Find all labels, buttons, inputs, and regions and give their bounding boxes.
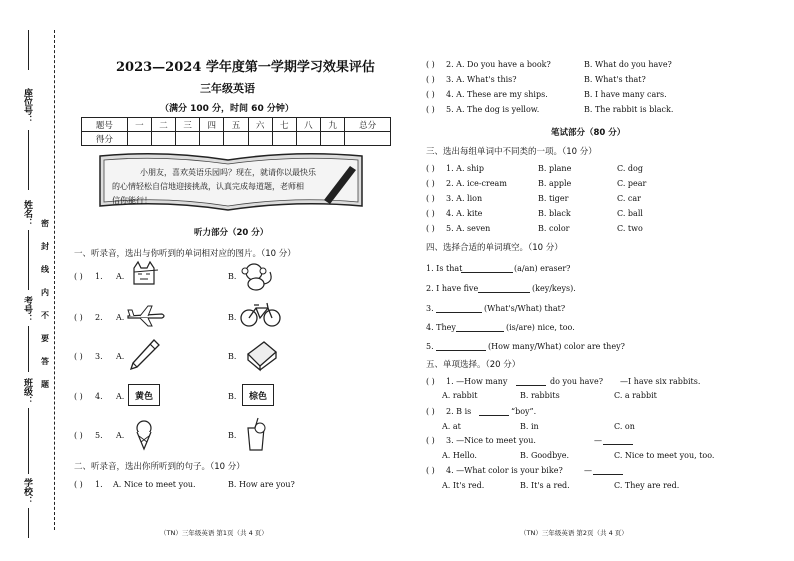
divider xyxy=(28,30,29,70)
question-text: 4. —What color is your bike? xyxy=(446,466,563,475)
table-cell: 八 xyxy=(296,118,320,132)
name-label: 姓名： xyxy=(22,200,32,227)
option-b: B. I have many cars. xyxy=(584,90,667,99)
answer-paren[interactable]: ( ) xyxy=(426,179,435,188)
option-c: C. They are red. xyxy=(614,481,680,490)
table-cell: 题号 xyxy=(82,118,128,132)
seal-char: 要 xyxy=(41,334,49,343)
seal-char: 答 xyxy=(41,357,49,366)
option-b: B. How are you? xyxy=(228,480,295,489)
option-a: 2. A. Do you have a book? xyxy=(446,60,551,69)
answer-paren[interactable]: ( ) xyxy=(74,272,83,281)
fill-hint: (is/are) nice, too. xyxy=(506,323,575,332)
table-cell: 总分 xyxy=(345,118,391,132)
option-c: C. dog xyxy=(617,164,643,173)
option-a: 4. A. These are my ships. xyxy=(446,90,548,99)
question-title: 三、选出每组单词中不同类的一项。（10 分） xyxy=(426,147,597,157)
seal-char: 密 xyxy=(41,219,49,228)
page-footer: （TN）三年级英语 第2页（共 4 页） xyxy=(520,529,628,537)
class-label: 班级： xyxy=(22,378,32,405)
color-box-yellow: 黄色 xyxy=(128,384,160,406)
option-a: A. xyxy=(116,392,125,401)
item-number: 1. xyxy=(95,272,103,281)
option-a: A. Nice to meet you. xyxy=(113,480,196,489)
seat-label: 座位号： xyxy=(22,88,32,124)
fill-hint: (key/keys). xyxy=(532,284,576,293)
question-text: 2. B is xyxy=(446,407,472,416)
section-heading: 笔试部分（80 分） xyxy=(551,128,626,138)
answer-paren[interactable]: ( ) xyxy=(426,407,435,416)
option-a: A. rabbit xyxy=(442,391,478,400)
answer-paren[interactable]: ( ) xyxy=(426,436,435,445)
answer-paren[interactable]: ( ) xyxy=(74,352,83,361)
fill-prompt: 3. xyxy=(426,304,434,313)
question-title: 二、听录音，选出你所听到的句子。（10 分） xyxy=(74,462,245,472)
question-text: — xyxy=(584,466,592,475)
table-cell: 四 xyxy=(200,118,224,132)
fill-hint: (a/an) eraser? xyxy=(514,264,571,273)
question-title: 五、单项选择。（20 分） xyxy=(426,360,521,370)
option-a: 3. A. lion xyxy=(446,194,483,203)
page-title: 2023—2024 学年度第一学期学习效果评估 xyxy=(116,60,375,75)
seal-char: 内 xyxy=(41,288,49,297)
item-number: 5. xyxy=(95,431,103,440)
item-number: 4. xyxy=(95,392,103,401)
answer-paren[interactable]: ( ) xyxy=(426,60,435,69)
option-c: C. Nice to meet you, too. xyxy=(614,451,715,460)
table-cell: 九 xyxy=(321,118,345,132)
option-b: B. Goodbye. xyxy=(520,451,570,460)
answer-blank[interactable] xyxy=(603,444,633,445)
page-footer: （TN）三年级英语 第1页（共 4 页） xyxy=(160,529,268,537)
answer-paren[interactable]: ( ) xyxy=(74,392,83,401)
option-a: 2. A. ice-cream xyxy=(446,179,507,188)
option-b: B. xyxy=(228,352,237,361)
answer-paren[interactable]: ( ) xyxy=(74,313,83,322)
option-a: 1. A. ship xyxy=(446,164,484,173)
option-a: A. xyxy=(116,313,125,322)
banner-text: 信你能行！ xyxy=(112,196,152,205)
option-a: 5. A. The dog is yellow. xyxy=(446,105,540,114)
option-b: B. xyxy=(228,392,237,401)
question-title: 四、选择合适的单词填空。（10 分） xyxy=(426,243,563,253)
divider xyxy=(28,326,29,372)
question-text: — xyxy=(594,436,602,445)
question-text: do you have? xyxy=(550,377,603,386)
answer-blank[interactable] xyxy=(516,385,546,386)
table-cell: 五 xyxy=(224,118,248,132)
answer-paren[interactable]: ( ) xyxy=(426,90,435,99)
question-text: —I have six rabbits. xyxy=(620,377,701,386)
fill-prompt: 4. They xyxy=(426,323,456,332)
seal-char: 不 xyxy=(41,311,49,320)
option-a: A. xyxy=(116,431,125,440)
answer-paren[interactable]: ( ) xyxy=(426,377,435,386)
answer-blank[interactable] xyxy=(436,312,482,313)
pencil-icon xyxy=(128,338,160,372)
answer-paren[interactable]: ( ) xyxy=(426,164,435,173)
cut-line xyxy=(54,30,55,530)
answer-blank[interactable] xyxy=(478,292,530,293)
option-a: 4. A. kite xyxy=(446,209,483,218)
banner-text: 的心情轻松自信地迎接挑战，认真完成每道题，老师相 xyxy=(112,182,304,191)
answer-paren[interactable]: ( ) xyxy=(426,75,435,84)
option-b: B. The rabbit is black. xyxy=(584,105,674,114)
item-number: 2. xyxy=(95,313,103,322)
score-table xyxy=(81,117,391,146)
banner-text: 小朋友，喜欢英语乐园吗？现在，就请你以最快乐 xyxy=(140,168,316,177)
fill-prompt: 1. Is that xyxy=(426,264,463,273)
option-c: C. two xyxy=(617,224,643,233)
table-cell: 三 xyxy=(176,118,200,132)
answer-blank[interactable] xyxy=(456,331,504,332)
bike-icon xyxy=(240,302,282,328)
option-b: B. black xyxy=(538,209,571,218)
item-number: 1. xyxy=(95,480,103,489)
eraser-icon xyxy=(244,340,278,370)
question-text: 1. —How many xyxy=(446,377,508,386)
plane-icon xyxy=(126,304,166,326)
option-a: 5. A. seven xyxy=(446,224,491,233)
option-a: A. It's red. xyxy=(442,481,485,490)
table-cell: 二 xyxy=(151,118,175,132)
option-b: B. color xyxy=(538,224,570,233)
icecream-icon xyxy=(132,420,156,450)
answer-paren[interactable]: ( ) xyxy=(426,209,435,218)
table-row xyxy=(82,132,391,146)
answer-paren[interactable]: ( ) xyxy=(426,105,435,114)
seal-char: 封 xyxy=(41,242,49,251)
table-row xyxy=(82,118,391,132)
option-a: A. xyxy=(116,272,125,281)
school-label: 学校： xyxy=(22,478,32,505)
option-b: B. xyxy=(228,272,237,281)
section-heading: 听力部分（20 分） xyxy=(194,228,269,238)
option-b: B. What do you have? xyxy=(584,60,672,69)
option-b: B. xyxy=(228,313,237,322)
option-b: B. It's a red. xyxy=(520,481,570,490)
answer-paren[interactable]: ( ) xyxy=(426,194,435,203)
option-c: C. car xyxy=(617,194,641,203)
cat-icon xyxy=(130,260,160,286)
option-b: B. apple xyxy=(538,179,572,188)
option-b: B. plane xyxy=(538,164,572,173)
divider xyxy=(28,130,29,190)
answer-paren[interactable]: ( ) xyxy=(74,480,83,489)
option-a: A. Hello. xyxy=(442,451,477,460)
examno-label: 考号： xyxy=(22,296,32,323)
subject-title: 三年级英语 xyxy=(200,82,255,95)
question-text: “boy”. xyxy=(511,407,537,416)
divider xyxy=(28,508,29,538)
item-number: 3. xyxy=(95,352,103,361)
option-a: 3. A. What's this? xyxy=(446,75,517,84)
answer-paren[interactable]: ( ) xyxy=(426,224,435,233)
answer-blank[interactable] xyxy=(593,474,623,475)
question-text: 3. —Nice to meet you. xyxy=(446,436,536,445)
option-b: B. rabbits xyxy=(520,391,560,400)
option-c: C. on xyxy=(614,422,635,431)
option-a: A. xyxy=(116,352,125,361)
seal-char: 线 xyxy=(41,265,49,274)
option-a: A. at xyxy=(442,422,461,431)
answer-blank[interactable] xyxy=(479,415,509,416)
divider xyxy=(28,230,29,290)
answer-blank[interactable] xyxy=(436,350,486,351)
option-b: B. tiger xyxy=(538,194,569,203)
seal-char: 题 xyxy=(41,380,49,389)
fill-prompt: 2. I have five xyxy=(426,284,479,293)
question-title: 一、听录音，选出与你听到的单词相对应的图片。（10 分） xyxy=(74,249,296,259)
option-b: B. What's that? xyxy=(584,75,646,84)
option-c: C. ball xyxy=(617,209,643,218)
binding-margin xyxy=(0,0,62,561)
exam-meta: （满分 100 分，时间 60 分钟） xyxy=(160,104,294,114)
table-cell: 七 xyxy=(272,118,296,132)
answer-paren[interactable]: ( ) xyxy=(74,431,83,440)
answer-paren[interactable]: ( ) xyxy=(426,466,435,475)
option-c: C. pear xyxy=(617,179,647,188)
juice-icon xyxy=(244,418,268,452)
divider xyxy=(28,408,29,474)
monkey-icon xyxy=(240,262,276,290)
option-c: C. a rabbit xyxy=(614,391,657,400)
table-cell: 得分 xyxy=(82,132,128,146)
fill-hint: (What's/What) that? xyxy=(484,304,566,313)
option-b: B. in xyxy=(520,422,539,431)
table-cell: 一 xyxy=(127,118,151,132)
color-box-brown: 棕色 xyxy=(242,384,274,406)
fill-hint: (How many/What) color are they? xyxy=(488,342,625,351)
table-cell: 六 xyxy=(248,118,272,132)
answer-blank[interactable] xyxy=(461,272,513,273)
option-b: B. xyxy=(228,431,237,440)
fill-prompt: 5. xyxy=(426,342,434,351)
